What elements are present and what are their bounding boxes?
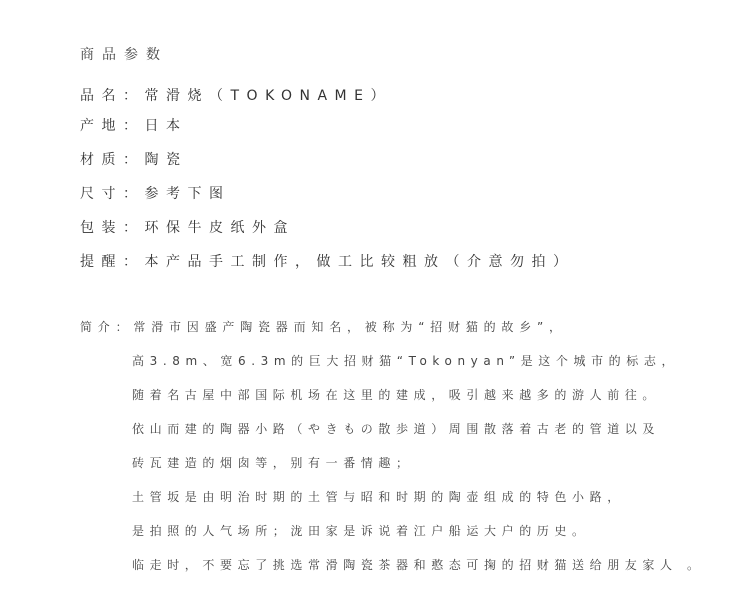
intro-line: 依山而建的陶器小路（やきもの散歩道）周围散落着古老的管道以及 [132, 422, 661, 436]
intro-line: 砖瓦建造的烟囱等，别有一番情趣； [132, 456, 414, 470]
spec-name: 品名：常滑烧（TOKONAME） [80, 88, 392, 104]
spec-origin: 产地：日本 [80, 118, 188, 134]
section-heading: 商品参数 [80, 47, 168, 63]
intro-line: 土管坂是由明治时期的土管与昭和时期的陶壶组成的特色小路， [132, 490, 625, 504]
spec-size: 尺寸：参考下图 [80, 186, 231, 202]
spec-material: 材质：陶瓷 [80, 152, 188, 168]
intro-line: 临走时，不要忘了挑选常滑陶瓷茶器和憨态可掬的招财猫送给朋友家人 。 [132, 558, 705, 572]
intro-line: 是拍照的人气场所；泷田家是诉说着江户船运大户的历史。 [132, 524, 590, 538]
spec-reminder: 提醒：本产品手工制作，做工比较粗放（介意勿拍） [80, 254, 575, 270]
spec-package: 包装：环保牛皮纸外盒 [80, 220, 295, 236]
intro-first-line: 简介：常滑市因盛产陶瓷器而知名，被称为“招财猫的故乡”， [80, 320, 567, 334]
intro-line: 高3.8m、宽6.3m的巨大招财猫“Tokonyan”是这个城市的标志， [132, 354, 680, 368]
intro-line: 随着名古屋中部国际机场在这里的建成，吸引越来越多的游人前往。 [132, 388, 661, 402]
